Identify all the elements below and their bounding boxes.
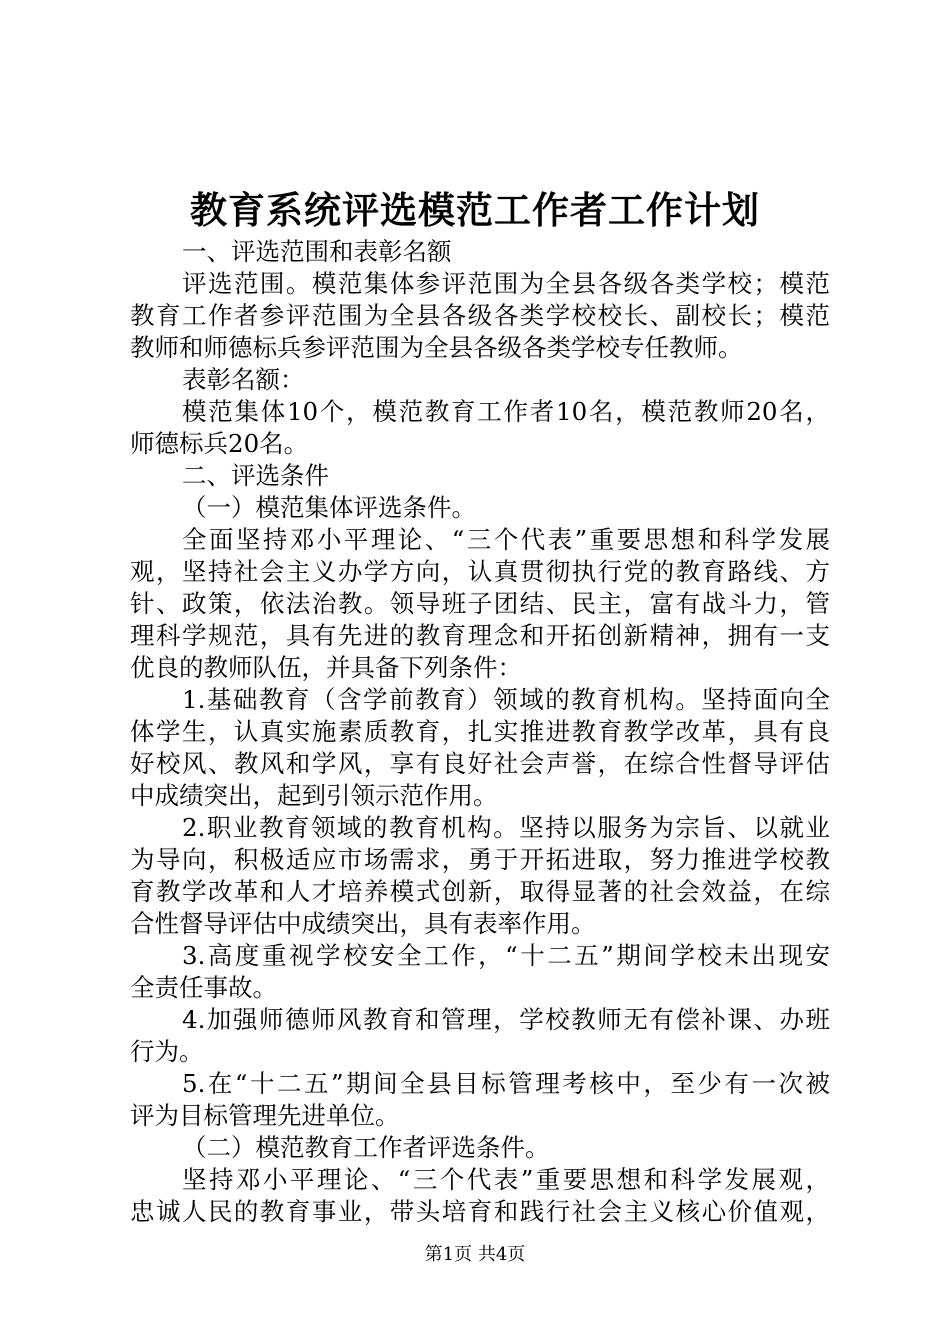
section-heading: 一、评选范围和表彰名额 xyxy=(182,237,452,266)
paragraph-line: 理科学规范，具有先进的教育理念和开拓创新精神，拥有一支 xyxy=(130,621,830,650)
paragraph-line: 为导向，积极适应市场需求，勇于开拓进取，努力推进学校教 xyxy=(130,845,830,874)
list-item-line: 1.基础教育（含学前教育）领域的教育机构。坚持面向全 xyxy=(182,685,830,714)
list-item-line: 5.在“十二五”期间全县目标管理考核中，至少有一次被 xyxy=(182,1069,830,1098)
list-item-line: 3.高度重视学校安全工作，“十二五”期间学校未出现安 xyxy=(182,941,830,970)
paragraph-line: 全责任事故。 xyxy=(130,973,277,1002)
subsection-heading: （二）模范教育工作者评选条件。 xyxy=(182,1133,550,1162)
paragraph-line: 观，坚持社会主义办学方向，认真贯彻执行党的教育路线、方 xyxy=(130,557,830,586)
document-title: 教育系统评选模范工作者工作计划 xyxy=(190,188,760,232)
paragraph-line: 针、政策，依法治教。领导班子团结、民主，富有战斗力，管 xyxy=(130,589,830,618)
paragraph-line: 教师和师德标兵参评范围为全县各级各类学校专任教师。 xyxy=(130,333,743,362)
paragraph-line: 育教学改革和人才培养模式创新，取得显著的社会效益，在综 xyxy=(130,877,830,906)
paragraph-line: 模范集体10个，模范教育工作者10名，模范教师20名， xyxy=(182,397,830,426)
paragraph-line: 忠诚人民的教育事业，带头培育和践行社会主义核心价值观， xyxy=(130,1197,830,1226)
paragraph-line: 教育工作者参评范围为全县各级各类学校校长、副校长；模范 xyxy=(130,301,830,330)
paragraph-line: 体学生，认真实施素质教育，扎实推进教育教学改革，具有良 xyxy=(130,717,830,746)
paragraph-line: 表彰名额： xyxy=(182,365,305,394)
section-heading: 二、评选条件 xyxy=(182,461,329,490)
paragraph-line: 中成绩突出，起到引领示范作用。 xyxy=(130,781,498,810)
page-number-footer: 第1页 共4页 xyxy=(424,1244,526,1265)
paragraph-line: 师德标兵20名。 xyxy=(130,429,309,458)
paragraph-line: 评为目标管理先进单位。 xyxy=(130,1101,400,1130)
paragraph-line: 坚持邓小平理论、“三个代表”重要思想和科学发展观， xyxy=(182,1165,830,1194)
paragraph-line: 行为。 xyxy=(130,1037,204,1066)
paragraph-line: 好校风、教风和学风，享有良好社会声誉，在综合性督导评估 xyxy=(130,749,830,778)
paragraph-line: 合性督导评估中成绩突出，具有表率作用。 xyxy=(130,909,596,938)
paragraph-line: 优良的教师队伍，并具备下列条件： xyxy=(130,653,522,682)
paragraph-line: 评选范围。模范集体参评范围为全县各级各类学校；模范 xyxy=(182,269,830,298)
list-item-line: 2.职业教育领域的教育机构。坚持以服务为宗旨、以就业 xyxy=(182,813,830,842)
paragraph-line: 全面坚持邓小平理论、“三个代表”重要思想和科学发展 xyxy=(182,525,830,554)
subsection-heading: （一）模范集体评选条件。 xyxy=(182,493,476,522)
list-item-line: 4.加强师德师风教育和管理，学校教师无有偿补课、办班 xyxy=(182,1005,830,1034)
